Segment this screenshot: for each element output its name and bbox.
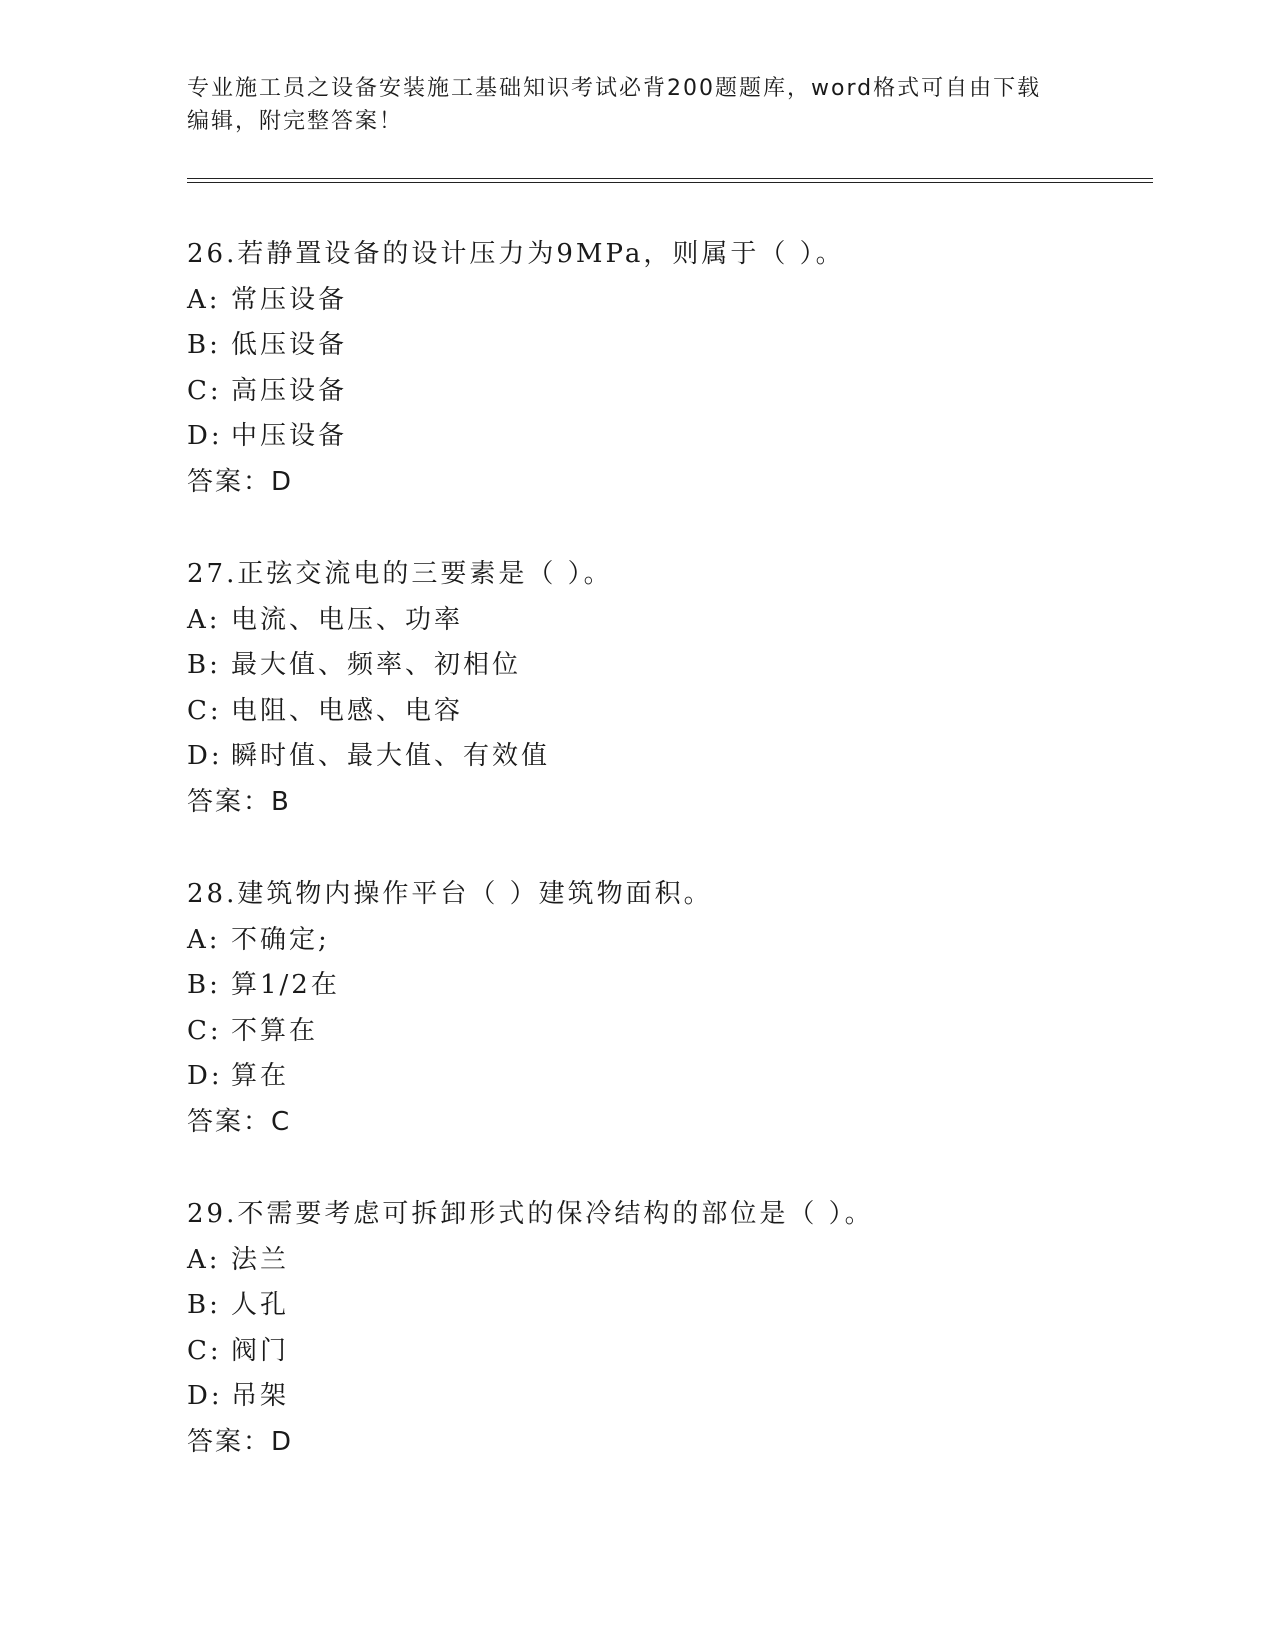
option-key: C:: [187, 1015, 222, 1046]
header-divider: [187, 178, 1153, 183]
option-text: 电阻、电感、电容: [231, 695, 464, 726]
option-c: [187, 689, 1153, 735]
question-28: [187, 872, 1153, 1192]
option-text: 吊架: [231, 1381, 290, 1411]
option-c: [187, 1009, 1153, 1055]
option-key: A:: [187, 924, 221, 955]
option-key: C:: [187, 1335, 222, 1366]
option-text: 不算在: [231, 1015, 319, 1046]
option-key: A:: [187, 1244, 221, 1275]
header-line-1: 专业施工员之设备安装施工基础知识考试必背200题题库，word格式可自由下载: [187, 76, 1042, 101]
question-29: [187, 1192, 1153, 1512]
option-c: [187, 1329, 1153, 1375]
option-d: [187, 1054, 1153, 1100]
option-text: 中压设备: [231, 421, 348, 451]
question-stem: 26.若静置设备的设计压力为9MPa，则属于（ ）。: [187, 239, 845, 269]
option-d: [187, 414, 1153, 460]
option-d: [187, 734, 1153, 780]
option-key: B:: [187, 650, 221, 680]
question-stem: 27.正弦交流电的三要素是（ ）。: [187, 559, 613, 589]
option-text: 不确定;: [231, 924, 330, 955]
option-key: A:: [187, 284, 221, 315]
option-b: [187, 963, 1153, 1009]
option-d: [187, 1374, 1153, 1420]
question-26: [187, 232, 1153, 552]
header-line-2: 编辑，附完整答案！: [187, 109, 404, 134]
option-a: [187, 1238, 1153, 1284]
option-a: [187, 598, 1153, 644]
option-text: 阀门: [231, 1335, 290, 1366]
option-key: D:: [187, 741, 223, 771]
option-text: 高压设备: [231, 375, 348, 406]
option-b: [187, 1283, 1153, 1329]
option-key: B:: [187, 330, 221, 360]
option-key: D:: [187, 1381, 223, 1411]
option-text: 低压设备: [231, 330, 348, 360]
option-text: 常压设备: [231, 284, 348, 315]
question-stem: 29.不需要考虑可拆卸形式的保冷结构的部位是（ ）。: [187, 1199, 874, 1229]
option-key: C:: [187, 375, 222, 406]
question-stem: 28.建筑物内操作平台（ ）建筑物面积。: [187, 879, 713, 909]
answer-line: 答案：D: [187, 1426, 294, 1457]
question-list: [187, 232, 1153, 1512]
document-header: [187, 72, 1087, 138]
option-text: 最大值、频率、初相位: [231, 650, 522, 680]
option-a: [187, 278, 1153, 324]
option-c: [187, 369, 1153, 415]
option-key: D:: [187, 421, 223, 451]
answer-line: 答案：C: [187, 1106, 292, 1137]
option-key: B:: [187, 970, 221, 1000]
option-text: 算1/2在: [231, 970, 340, 1000]
option-key: A:: [187, 604, 221, 635]
answer-line: 答案：D: [187, 466, 294, 497]
question-27: [187, 552, 1153, 872]
option-text: 法兰: [231, 1244, 290, 1275]
option-key: C:: [187, 695, 222, 726]
option-b: [187, 323, 1153, 369]
answer-line: 答案：B: [187, 786, 291, 817]
option-text: 算在: [231, 1061, 290, 1091]
option-key: D:: [187, 1061, 223, 1091]
option-text: 人孔: [231, 1290, 290, 1320]
option-a: [187, 918, 1153, 964]
option-key: B:: [187, 1290, 221, 1320]
option-b: [187, 643, 1153, 689]
option-text: 瞬时值、最大值、有效值: [231, 741, 551, 771]
option-text: 电流、电压、功率: [231, 604, 464, 635]
